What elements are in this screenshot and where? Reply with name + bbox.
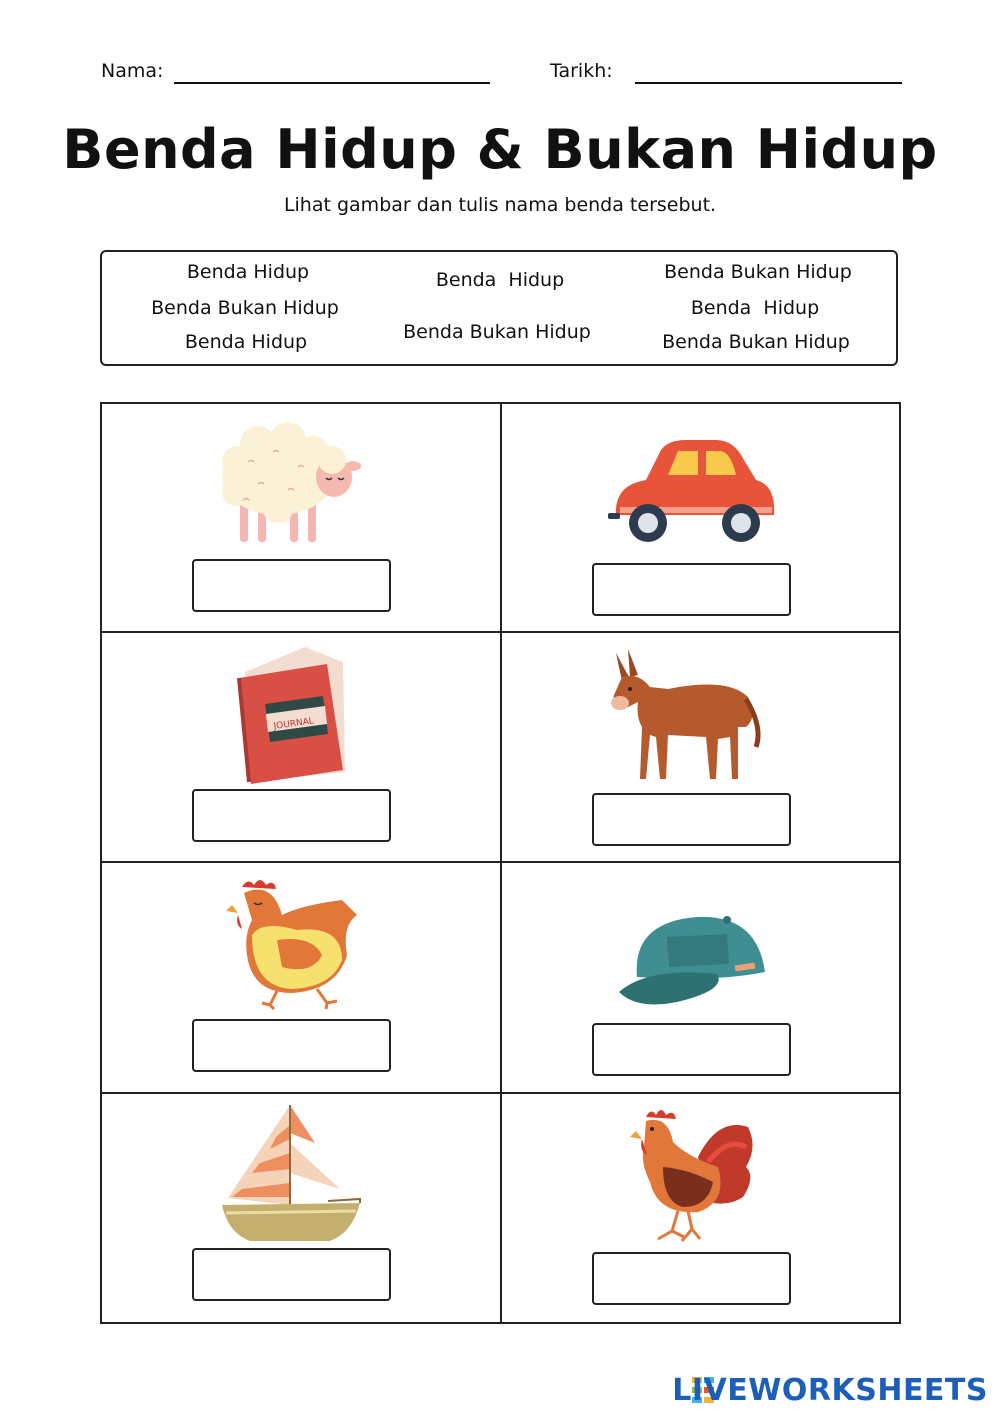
name-line[interactable] xyxy=(174,82,490,84)
grid-divider xyxy=(100,861,901,863)
hen-icon xyxy=(222,875,362,1010)
grid-divider xyxy=(100,1092,901,1094)
instruction-text: Lihat gambar dan tulis nama benda tersebut. xyxy=(283,194,717,216)
date-line[interactable] xyxy=(635,82,902,84)
liveworksheets-brand[interactable]: LIVEWORKSHEETS xyxy=(672,1373,988,1408)
word-bank-item[interactable]: Benda Bukan Hidup xyxy=(662,331,850,353)
grid-divider xyxy=(100,631,901,633)
word-bank-item[interactable]: Benda Hidup xyxy=(435,269,565,291)
journal-label: JOURNAL xyxy=(273,716,315,732)
word-bank-item[interactable]: Benda Hidup xyxy=(186,261,310,283)
answer-box-hen[interactable] xyxy=(192,1019,391,1072)
sheep-icon xyxy=(218,422,363,547)
donkey-icon xyxy=(608,647,763,785)
rooster-icon xyxy=(628,1107,758,1247)
answer-box-cap[interactable] xyxy=(592,1023,791,1076)
word-bank-item[interactable]: Benda Hidup xyxy=(690,297,820,319)
sailboat-icon xyxy=(220,1103,365,1243)
journal-book-icon xyxy=(235,642,350,787)
word-bank-item[interactable]: Benda Hidup xyxy=(184,331,308,353)
word-bank-item[interactable]: Benda Bukan Hidup xyxy=(403,321,591,343)
answer-box-sheep[interactable] xyxy=(192,559,391,612)
car-icon xyxy=(606,435,778,545)
answer-box-book[interactable] xyxy=(192,789,391,842)
answer-box-sailboat[interactable] xyxy=(192,1248,391,1301)
answer-box-rooster[interactable] xyxy=(592,1252,791,1305)
answer-box-car[interactable] xyxy=(592,563,791,616)
cap-icon xyxy=(617,912,769,1010)
word-bank-item[interactable]: Benda Bukan Hidup xyxy=(664,261,852,283)
worksheet-title: Benda Hidup & Bukan Hidup xyxy=(62,118,938,181)
name-label: Nama: xyxy=(101,60,164,82)
grid-divider xyxy=(500,402,502,1324)
date-label: Tarikh: xyxy=(550,60,613,82)
word-bank-item[interactable]: Benda Bukan Hidup xyxy=(151,297,339,319)
answer-box-donkey[interactable] xyxy=(592,793,791,846)
